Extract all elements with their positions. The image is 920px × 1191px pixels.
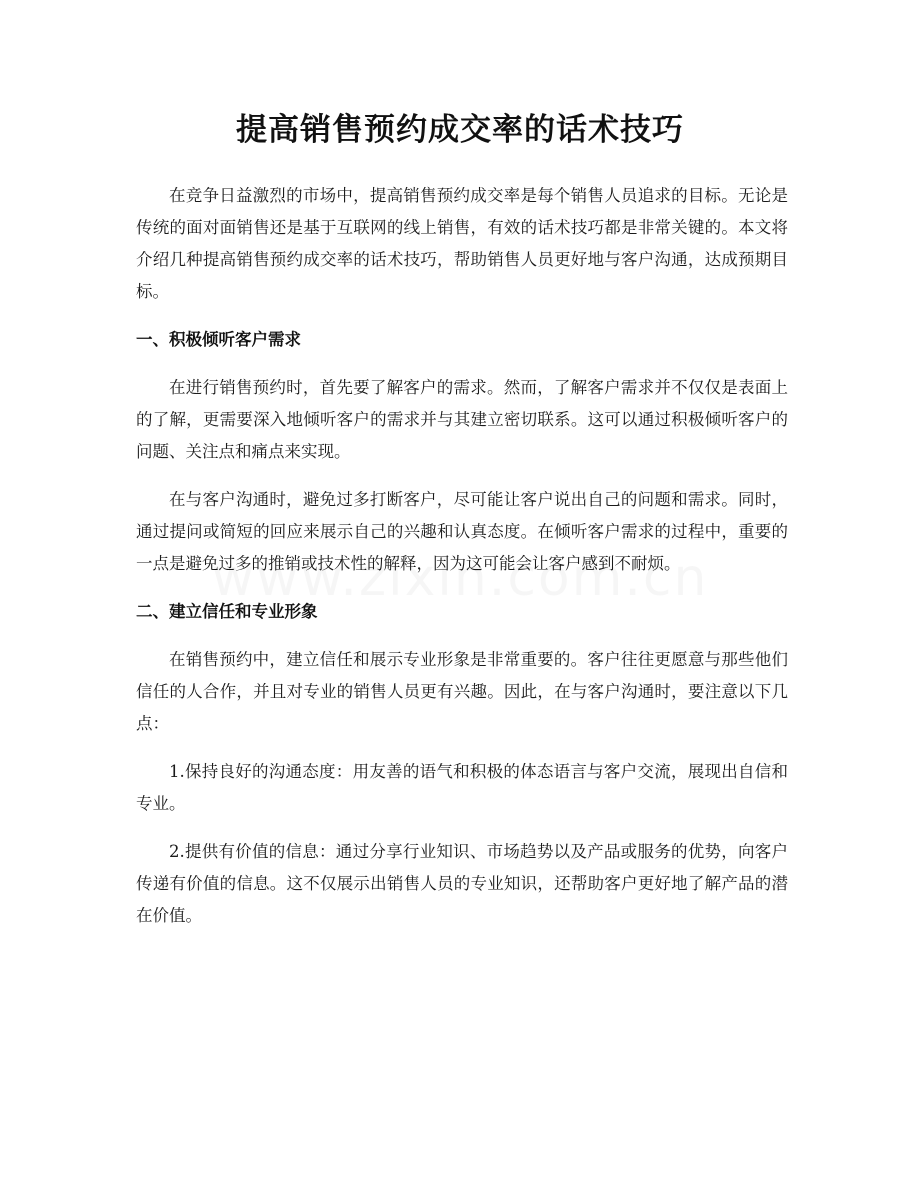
intro-paragraph: 在竞争日益激烈的市场中，提高销售预约成交率是每个销售人员追求的目标。无论是传统的面对面销售还是基于互联网的线上销售，有效的话术技巧都是非常关键的。本文将介绍几种提高销售预约成交率的话术技巧，帮助销售人员更好地与客户沟通，达成预期目标。 — [136, 186, 788, 301]
document-title: 提高销售预约成交率的话术技巧 — [236, 112, 684, 148]
document-body — [136, 180, 788, 948]
section-2-list-item-1: 1.保持良好的沟通态度：用友善的语气和积极的体态语言与客户交流，展现出自信和专业。 — [136, 762, 788, 813]
section-2-list-item-2: 2.提供有价值的信息：通过分享行业知识、市场趋势以及产品或服务的优势，向客户传递有价值的信息。这不仅展示出销售人员的专业知识，还帮助客户更好地了解产品的潜在价值。 — [136, 842, 788, 925]
section-1-paragraph-2: 在与客户沟通时，避免过多打断客户，尽可能让客户说出自己的问题和需求。同时，通过提问或简短的回应来展示自己的兴趣和认真态度。在倾听客户需求的过程中，重要的一点是避免过多的推销或技术性的解释，因为这可能会让客户感到不耐烦。 — [136, 490, 788, 573]
section-heading-2: 二、建立信任和专业形象 — [136, 602, 318, 621]
section-1-paragraph-1: 在进行销售预约时，首先要了解客户的需求。然而，了解客户需求并不仅仅是表面上的了解，更需要深入地倾听客户的需求并与其建立密切联系。这可以通过积极倾听客户的问题、关注点和痛点来实现。 — [136, 378, 788, 461]
section-heading-1: 一、积极倾听客户需求 — [136, 330, 301, 349]
section-2-paragraph-1: 在销售预约中，建立信任和展示专业形象是非常重要的。客户往往更愿意与那些他们信任的人合作，并且对专业的销售人员更有兴趣。因此，在与客户沟通时，要注意以下几点： — [136, 650, 788, 733]
